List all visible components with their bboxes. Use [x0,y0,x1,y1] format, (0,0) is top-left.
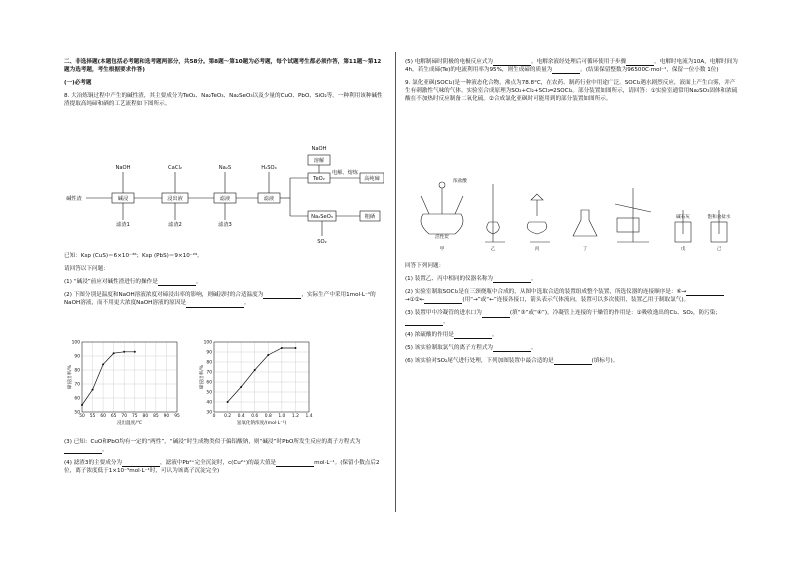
x-tick-label: 85 [153,414,159,419]
x-axis-label: 氢氧化钠浓度/(mol·L⁻¹) [236,421,287,426]
y-tick-label: 60 [206,380,212,386]
data-point [254,369,256,371]
answer-blank[interactable] [186,302,244,308]
question-8-intro: 8. 大冶炼铜过程中产生的碱性渣，其主要成分为TeO₂、Na₂TeO₃、Na₂SeO₃以及少量的CuO、PbO、SiO₂等。一种利用该种碱性渣提取高纯碲和硒的工艺流程如下图所示。 [64,93,383,108]
question-9-3: (3) 装置甲中冷凝管的进水口为 (填“③”或“④”)。冷凝管上连接的干燥管的作用是：①吸收逸出的Cl₂、SO₂，防污染；。 [405,310,721,325]
apparatus-label-6: 己 [716,247,722,252]
question-9-intro: 9. 氯化亚砜(SOCl₂)是一种液态化合物，沸点为78.8°C，在农药、制药行业中用途广泛。SOCl₂遇水剧烈反应，液面上产生白雾，并产生有刺激性气味的气体。实验室合成原理为SO₂+Cl₂+SCl₂═2SOCl₂。部分装置如图所示，请回答：①实验室通常用Na₂SO₃固体和浓硫酸在不加热时反应制备二氧化硫。②合成氯化亚砜时可能用到的部分装置如图所示。 [405,80,738,103]
apparatus-label-4: 丁 [582,247,588,252]
data-point [102,363,104,365]
flow-residue-1: 滤渣1 [116,222,130,228]
apparatus-label-1: 甲 [439,247,445,252]
x-tick-label: 1.0 [278,414,286,419]
answer-blank[interactable] [424,298,462,304]
flow-reagent-2: CaCl₂ [168,165,182,171]
flow-reagent-3: Na₂S [218,165,232,171]
question-8-3: (3) 已知：CuO和PbO均有一定的“两性”，“碱浸”时生成物类似于偏铝酸钠，则“碱浸”时PbO所发生反应的离子方程式为。 [64,439,361,454]
data-point [267,354,269,356]
chart-frame [82,342,177,412]
question-8-2-text: (2) 下图分别是温度和NaOH溶液浓度对碲浸出率的影响，则碱浸时的合适温度为 [64,292,264,299]
question-8-4-text-c: mol·L⁻¹。(保留小数点后2位，离子浓度低于1×10⁻⁵mol·L⁻¹时，可认为该离子沉淀完全) [64,460,380,475]
y-tick-label: 100 [71,340,80,346]
y-axis-label: 碲浸出率/% [200,364,205,390]
y-tick-label: 80 [206,360,212,366]
flow-stage-2: 浸出液 [167,196,183,202]
answer-prompt: 请回答以下问题： [64,266,109,273]
question-9-6-text: (6) 该实验对SO₂尾气进行处理，下列加图装置中最合适的是 [405,357,554,364]
right-column-questions [405,262,740,370]
flow-teo2: TeO₂ [313,176,325,182]
x-tick-label: 0 [212,414,216,419]
flow-residue-3: 滤渣3 [218,222,232,228]
left-column [64,58,384,114]
answer-blank[interactable] [263,293,301,299]
answer-blank[interactable] [276,461,314,467]
apparatus-note-3: 碱石灰 [676,215,690,220]
question-8-3-text: (3) 已知：CuO和PbO均有一定的“两性”，“碱浸”时生成物类似于偏铝酸钠，则“碱浸”时PbO所发生反应的离子方程式为 [64,439,361,445]
answer-blank[interactable] [493,277,531,283]
apparatus-note-4: 饱和食盐水 [707,215,731,220]
apparatus-label-2: 乙 [490,247,496,252]
flow-stage-4: 滤液 [263,196,275,202]
data-point [227,401,229,403]
x-tick-label: 55 [89,414,96,419]
y-tick-label: 70 [206,370,212,376]
flow-start: 碱性渣 [66,196,82,202]
question-9-4: (4) 浓硫酸的作用是 。 [405,331,498,338]
answer-blank[interactable] [493,60,531,66]
answer-blank[interactable] [482,312,510,318]
ksp-note: 已知：Ksp (CuS)＝6×10⁻³⁶；Ksp (PbS)＝9×10⁻²⁹。 [64,253,203,259]
question-9-2 [405,288,740,304]
x-tick-label: 0.4 [237,414,245,419]
flow-stage-3: 滤液 [219,196,231,202]
question-9-3-text-b: (填“③”或“④”)。冷凝管上连接的干燥管的作用是：①吸收逸出的Cl₂、SO₂，防污染； [509,310,721,317]
y-tick-label: 60 [74,396,80,402]
answer-blank[interactable] [493,346,531,352]
apparatus-label-5: 戊 [680,247,686,252]
flow-stage-1: 碱浸 [117,196,129,202]
x-tick-label: 95 [174,414,180,419]
data-point [281,347,283,349]
left-column-questions [64,252,384,313]
left-column-tail [64,438,384,480]
question-9-2-text-b: →①②← [405,297,425,304]
data-point [240,386,242,388]
answer-blank[interactable] [405,320,443,326]
y-tick-label: 80 [74,368,80,374]
flow-product-te: 高纯碲 [364,176,380,182]
question-8-5-text: (5) 电解制碲时阴极的电极反应式为 [405,59,494,65]
flow-na2seo3: Na₂SeO₃ [311,214,333,220]
x-axis-label: 浸出温度/℃ [116,421,143,426]
x-tick-label: 60 [100,414,106,419]
question-9-1-text: (1) 装置乙、丙中相同的仪器名称为 [405,276,494,283]
answer-blank[interactable] [686,290,724,296]
question-8-2: (2) 下图分别是温度和NaOH溶液浓度对碲浸出率的影响，则碱浸时的合适温度为 ，实际生产中采用1mol·L⁻¹的NaOH溶液，而不用更大浓度NaOH溶液的原因是 。 [64,292,376,307]
question-8-4-text: (4) 滤渣3的主要成分为 [64,460,123,467]
section-heading: 二、非选择题(本题包括必考题和选考题两部分，共58分。第8题～第10题为必考题，每个试题考生都必须作答，第11题～第12题为选考题，考生根据要求作答) [64,59,382,74]
x-tick-label: 0.8 [264,414,272,419]
flow-residue-2: 滤渣2 [168,222,182,228]
answer-blank[interactable] [122,461,160,467]
question-8-5 [405,58,740,74]
data-point [294,347,296,349]
question-9-6 [405,357,740,365]
data-point [113,352,115,354]
column-separator [395,52,396,512]
flow-product-se: 粗硒 [364,214,376,220]
answer-blank[interactable] [158,280,196,286]
subsection-heading: (一)必考题 [64,80,92,87]
y-tick-label: 50 [206,390,212,396]
x-tick-label: 1.4 [305,414,313,419]
answer-blank[interactable] [552,68,580,74]
x-tick-label: 65 [110,414,117,419]
answer-blank[interactable] [454,333,492,339]
y-tick-label: 90 [206,350,212,356]
x-tick-label: 80 [142,414,149,419]
x-tick-label: 75 [131,414,138,419]
flow-reagent-1: NaOH [115,165,131,171]
x-tick-label: 0.2 [224,414,232,419]
answer-blank[interactable] [64,448,102,454]
series-line [228,348,296,402]
question-9-6-text-b: (填标号)。 [591,357,619,364]
question-9-5-text: (5) 该实验制取氯气的离子方程式为 [405,344,494,351]
answer-blank[interactable] [626,60,654,66]
x-tick-label: 1.2 [291,414,299,419]
question-8-5-text-b: 。电解余液经处理后可循环使用于步骤 [531,59,627,65]
question-9-2-text: (2) 实验室制取SOCl₂是在三颈烧瓶中合成的，从图中选取合适的装置组成整个装置，所选仪器的连接顺序是：⑥→ [405,289,687,296]
data-point [81,404,83,406]
question-9-2-text-c: (用“→”或“←”连接各接口，箭头表示气体流向，装置可以多次使用，装置乙用于制取氯气)。 [462,297,690,304]
y-tick-label: 40 [206,400,212,406]
question-9-5: (5) 该实验制取氯气的离子方程式为 。 [405,344,537,351]
question-8-2-text-b: ，实际生产中采用1mol·L⁻¹的NaOH溶液，而不用更大浓度NaOH溶液的原因是 [64,292,376,307]
question-8-5-text-d: 。(结果保留整数为96500C·mol⁻¹，保留一位小数 1位) [580,67,719,74]
flow-solution: 溶解 [313,158,325,164]
answer-prompt-9: 回答下列问题： [405,263,445,269]
question-8-1-text: (1) “碱浸”前应对碱性渣进行的操作是 [64,279,158,286]
y-tick-label: 100 [203,340,212,346]
apparatus-label-3: 丙 [534,247,540,252]
flow-electro: 电解、熔炼 [332,170,358,176]
process-flow-diagram [64,140,384,248]
apparatus-note-2: 活性炭 [435,235,449,240]
y-tick-label: 50 [74,410,80,416]
right-column [405,58,740,109]
flow-top-naoh: NaOH [311,146,327,152]
data-point [134,351,136,353]
y-tick-label: 90 [74,354,80,360]
data-point [92,389,94,391]
question-9-1: (1) 装置乙、丙中相同的仪器名称为 。 [405,276,537,283]
y-tick-label: 70 [74,382,80,388]
question-8-5-text-c: 。电解时电流为10A，电解时间为4h。若生成碲(Te)的电流利用率为95%，则生成碲的质量为 [405,59,738,74]
x-tick-label: 90 [163,414,170,419]
apparatus-note-1: 浓盐酸 [453,179,467,184]
question-8-4 [64,459,384,475]
y-tick-label: 30 [206,410,212,416]
flow-so2: SO₂ [317,239,327,245]
leaching-rate-charts [64,338,324,436]
data-point [123,351,125,353]
flow-reagent-4: H₂SO₄ [261,165,277,171]
series-line [82,352,135,405]
answer-blank[interactable] [554,359,592,365]
question-9-4-text: (4) 浓硫酸的作用是 [405,331,454,338]
question-8-1: (1) “碱浸”前应对碱性渣进行的操作是 。 [64,279,202,286]
y-axis-label: 碲浸出率/% [68,364,73,390]
question-8-4-text-b: ，滤液中Pb²⁺完全沉淀时，c(Cu²⁺)的最大值是 [160,460,277,467]
x-tick-label: 0.6 [251,414,259,419]
x-tick-label: 70 [121,414,128,419]
question-9-3-text: (3) 装置甲中冷凝管的进水口为 [405,310,482,317]
apparatus-diagram [405,174,740,252]
x-tick-label: 50 [79,414,85,419]
